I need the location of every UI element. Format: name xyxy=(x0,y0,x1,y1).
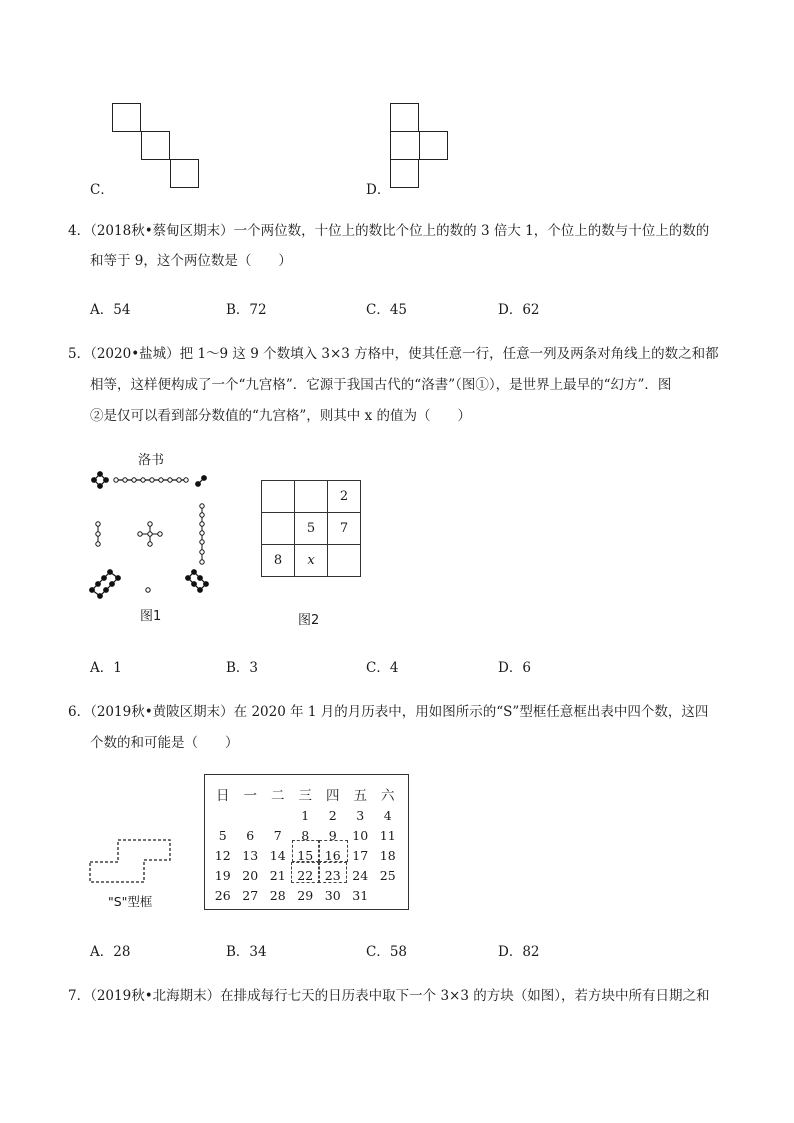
s-frame-caption: "S"型框 xyxy=(108,894,153,909)
grid-cell: 2 xyxy=(328,481,361,513)
q7-line1: 7．（2019秋•北海期末）在排成每行七天的日历表中取下一个 3×3 的方块（如图），若方块中所有日期之和 xyxy=(68,988,710,1004)
q4-option-b: B．72 xyxy=(226,302,267,318)
calendar-cell: 4 xyxy=(383,807,392,823)
q5-option-c: C．4 xyxy=(366,660,399,676)
calendar-cell: 1 xyxy=(301,807,310,823)
calendar-cell: 27 xyxy=(242,887,259,903)
q4-option-d: D．62 xyxy=(498,302,540,318)
calendar-header: 二 xyxy=(271,788,285,804)
calendar-cell xyxy=(264,805,292,825)
calendar-cell: 9 xyxy=(328,827,337,843)
net-square xyxy=(390,103,419,132)
net-square xyxy=(419,131,448,160)
calendar-cell: 21 xyxy=(269,867,286,883)
calendar-cell: 20 xyxy=(242,867,259,883)
s-frame-overlay-cell xyxy=(292,840,319,862)
calendar-table xyxy=(204,774,409,910)
calendar-header: 六 xyxy=(381,788,395,804)
calendar-cell: 26 xyxy=(214,887,231,903)
q5-line1: 5．（2020•盐城）把 1～9 这 9 个数填入 3×3 方格中，使其任意一行，任意一列及两条对角线上的数之和都 xyxy=(68,346,719,362)
q6-option-a: A．28 xyxy=(90,944,131,960)
grid-cell xyxy=(328,545,361,577)
option-c-label: C． xyxy=(90,182,114,198)
calendar-cell: 23 xyxy=(324,867,341,883)
q4-line2: 和等于 9，这个两位数是（ ） xyxy=(90,253,292,269)
calendar-header: 三 xyxy=(298,788,312,804)
calendar-cell: 18 xyxy=(379,847,396,863)
calendar-cell: 25 xyxy=(379,867,396,883)
calendar-cell: 6 xyxy=(246,827,255,843)
calendar-cell: 14 xyxy=(269,847,286,863)
calendar-header: 一 xyxy=(243,788,257,804)
calendar-header: 五 xyxy=(353,788,367,804)
option-d-label: D． xyxy=(366,182,391,198)
net-square xyxy=(141,131,170,160)
calendar-cell: 24 xyxy=(352,867,369,883)
calendar-cell: 15 xyxy=(297,847,314,863)
calendar-header: 四 xyxy=(326,788,340,804)
s-frame-shape xyxy=(88,836,174,886)
q4-option-a: A．54 xyxy=(90,302,131,318)
calendar-cell xyxy=(237,805,265,825)
calendar-cell: 7 xyxy=(273,827,282,843)
q6-line1: 6．（2019秋•黄陂区期末）在 2020 年 1 月的月历表中，用如图所示的“S”型框任意框出表中四个数，这四 xyxy=(68,704,709,720)
calendar-cell: 22 xyxy=(297,867,314,883)
calendar-cell xyxy=(374,885,402,905)
grid-cell: 5 xyxy=(295,513,328,545)
fig1-title: 洛书 xyxy=(138,453,165,468)
s-frame-overlay-cell xyxy=(291,862,320,883)
fig2-caption: 图2 xyxy=(298,613,320,628)
grid-cell: 7 xyxy=(328,513,361,545)
fig1-caption: 图1 xyxy=(140,609,162,624)
q4-option-c: C．45 xyxy=(366,302,408,318)
grid-cell xyxy=(262,481,295,513)
calendar-cell: 8 xyxy=(301,827,310,843)
calendar-cell: 30 xyxy=(324,887,341,903)
net-square xyxy=(170,159,199,188)
net-square xyxy=(390,159,419,188)
luoshu-diagram xyxy=(84,466,214,606)
s-frame-overlay-cell xyxy=(319,840,348,862)
s-frame-overlay-cell xyxy=(318,862,347,883)
grid-cell xyxy=(295,481,328,513)
q5-option-b: B．3 xyxy=(226,660,259,676)
calendar-cell: 17 xyxy=(352,847,369,863)
calendar-cell: 13 xyxy=(242,847,259,863)
nine-grid xyxy=(261,480,361,577)
calendar-cell: 2 xyxy=(328,807,337,823)
calendar-header: 日 xyxy=(216,788,230,804)
grid-cell-x: x xyxy=(295,545,328,577)
grid-cell xyxy=(262,513,295,545)
calendar-cell: 16 xyxy=(324,847,341,863)
net-square xyxy=(112,103,141,132)
q6-option-d: D．82 xyxy=(498,944,540,960)
q4-line1: 4．（2018秋•蔡甸区期末）一个两位数，十位上的数比个位上的数的 3 倍大 1，个位上的数与十位上的数的 xyxy=(68,223,710,239)
q6-option-b: B．34 xyxy=(226,944,267,960)
q5-line3: ②是仅可以看到部分数值的“九宫格”，则其中 x 的值为（ ） xyxy=(90,408,471,424)
calendar-cell: 10 xyxy=(352,827,369,843)
calendar-cell: 19 xyxy=(214,867,231,883)
calendar-cell: 5 xyxy=(218,827,227,843)
q6-line2: 个数的和可能是（ ） xyxy=(90,735,239,751)
calendar-cell: 11 xyxy=(379,827,396,843)
q5-option-d: D．6 xyxy=(498,660,531,676)
calendar-cell: 3 xyxy=(356,807,365,823)
calendar-cell: 31 xyxy=(352,887,369,903)
grid-cell: 8 xyxy=(262,545,295,577)
q5-line2: 相等，这样便构成了一个“九宫格”．它源于我国古代的“洛書”（图①），是世界上最早的“幻方”．图 xyxy=(90,377,672,393)
calendar-cell: 28 xyxy=(269,887,286,903)
calendar-cell xyxy=(209,805,237,825)
calendar-cell: 12 xyxy=(214,847,231,863)
calendar-cell: 29 xyxy=(297,887,314,903)
q5-option-a: A．1 xyxy=(90,660,122,676)
q6-option-c: C．58 xyxy=(366,944,408,960)
